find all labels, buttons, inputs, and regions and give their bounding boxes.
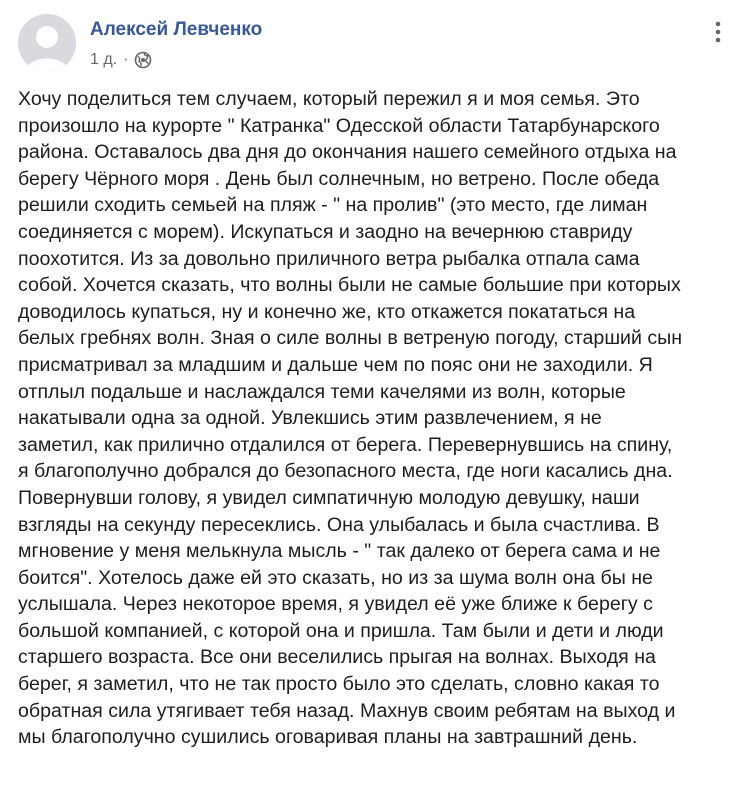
more-options-button[interactable] — [706, 18, 730, 46]
author-name[interactable]: Алексей Левченко — [90, 19, 263, 40]
more-options-icon — [715, 21, 721, 43]
author-block — [90, 18, 262, 70]
globe-icon[interactable] — [134, 51, 152, 69]
post-meta — [90, 50, 262, 70]
default-avatar-icon — [18, 14, 76, 72]
timestamp[interactable]: 1 д. — [90, 51, 118, 68]
meta-separator: · — [123, 51, 129, 68]
post-text: Хочу поделиться тем случаем, который пережил я и моя семья. Это произошло на курорте " Катранка" Одесской области Татарбунарского района. Оставалось два дня до окончания нашего семейного отдыха на берегу Чёрного моря . День был солнечным, но ветрено. После обеда решили сходить семьей на пляж - " на пролив" (это место, где лиман соединяется с морем). Искупаться и заодно на вечернюю ставриду поохотится. Из за довольно приличного ветра рыбалка отпала сама собой. Хочется сказать, что волны были не самые большие при которых доводилось купаться, ну и конечно же, кто откажется покататься на белых гребнях волн. Зная о силе волны в ветреную погоду, старший сын присматривал за младшим и дальше чем по пояс они не заходили. Я отплыл подальше и наслаждался теми качелями из волн, которые накатывали одна за одной. Увлекшись этим развлечением, я не заметил, как прилично отдалился от берега. Перевернувшись на спину, я благополучно добрался до безопасного места, где ноги касались дна. Повернувши голову, я увидел симпатичную молодую девушку, наши взгляды на секунду пересеклись. Она улыбалась и была счастлива. В мгновение у меня мелькнула мысль - " так далеко от берега сама и не боится". Хотелось даже ей это сказать, но из за шума волн она бы не услышала. Через некоторое время, я увидел её уже ближе к берегу с большой компанией, с которой она и пришла. Там были и дети и люди старшего возраста. Все они веселились прыгая на волнах. Выходя на берег, я заметил, что не так просто было это сделать, словно какая то обратная сила утягивает тебя назад. Махнув своим ребятам на выход и мы благополучно сушились оговаривая планы на завтрашний день. — [18, 88, 683, 749]
avatar[interactable] — [18, 14, 76, 72]
post-header — [18, 14, 734, 74]
